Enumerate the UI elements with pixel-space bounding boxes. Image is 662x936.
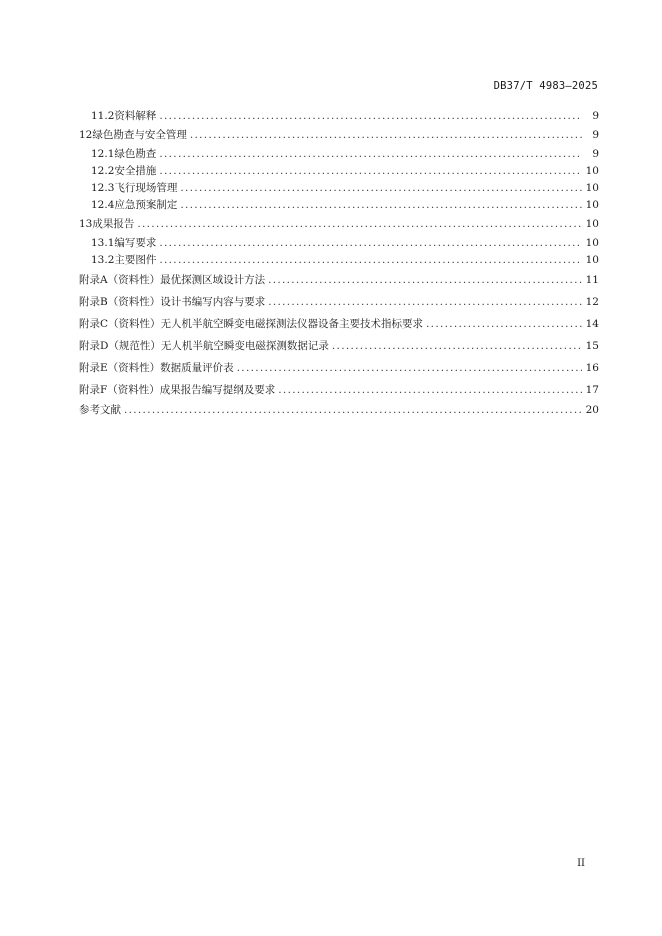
toc-entry-number: 13 [79, 218, 93, 230]
toc-entry-number: 12.2 [91, 165, 115, 177]
toc-leader-dots [332, 335, 582, 357]
toc-leader-dots [268, 291, 582, 313]
toc-appendix-entry[interactable] [79, 335, 599, 357]
toc-appendix-label: 附录F（资料性） [79, 384, 160, 396]
toc-appendix-entry[interactable] [79, 379, 599, 401]
toc-leader-dots [159, 235, 582, 252]
toc-entry[interactable] [79, 146, 599, 163]
toc-entry-title: 成果报告 [92, 218, 135, 230]
toc-entry-title: 成果报告编写提纲及要求 [159, 384, 276, 396]
page-number: II [577, 858, 585, 869]
toc-entry-page: 10 [585, 182, 599, 194]
toc-entry-page: 10 [585, 254, 599, 266]
table-of-contents [79, 108, 599, 420]
toc-entry[interactable] [79, 163, 599, 180]
toc-entry-page: 10 [585, 218, 599, 230]
toc-entry-title: 设计书编写内容与要求 [160, 296, 266, 308]
toc-leader-dots [180, 180, 582, 197]
toc-entry-title: 资料解释 [114, 110, 157, 122]
toc-entry-page: 14 [585, 318, 599, 330]
toc-entry-page: 17 [585, 384, 599, 396]
toc-entry-title: 数据质量评价表 [160, 362, 234, 374]
toc-entry-title: 绿色勘查与安全管理 [92, 129, 187, 141]
toc-entry-page: 20 [585, 404, 599, 416]
toc-entry-title: 参考文献 [79, 404, 121, 416]
toc-entry-number: 11.2 [91, 110, 115, 122]
toc-leader-dots [137, 214, 582, 235]
toc-leader-dots [190, 125, 582, 146]
toc-entry-page: 9 [592, 129, 599, 141]
toc-entry-title: 飞行现场管理 [114, 182, 178, 194]
toc-entry-title: 安全措施 [114, 165, 157, 177]
toc-appendix-entry[interactable] [79, 291, 599, 313]
toc-appendix-label: 附录E（资料性） [79, 362, 161, 374]
toc-entry-page: 12 [585, 296, 599, 308]
toc-entry-number: 13.1 [91, 237, 115, 249]
toc-appendix-label: 附录B（资料性） [79, 296, 161, 308]
toc-entry-title: 主要图件 [114, 254, 157, 266]
toc-leader-dots [124, 401, 582, 420]
toc-references-entry[interactable] [79, 401, 599, 420]
toc-entry-title: 编写要求 [114, 237, 157, 249]
toc-entry[interactable] [79, 125, 599, 146]
toc-leader-dots [237, 357, 582, 379]
toc-entry-number: 13.2 [91, 254, 115, 266]
toc-entry-title: 最优探测区域设计方法 [160, 274, 266, 286]
toc-entry-page: 11 [585, 274, 599, 286]
toc-appendix-label: 附录C（资料性） [79, 318, 161, 330]
toc-leader-dots [159, 163, 582, 180]
toc-entry-number: 12.1 [91, 148, 115, 160]
toc-entry-page: 16 [585, 362, 599, 374]
toc-entry[interactable] [79, 197, 599, 214]
toc-entry-page: 10 [585, 237, 599, 249]
toc-appendix-entry[interactable] [79, 357, 599, 379]
toc-entry-number: 12 [79, 129, 93, 141]
toc-leader-dots [268, 269, 582, 291]
toc-entry[interactable] [79, 108, 599, 125]
toc-entry-page: 10 [585, 165, 599, 177]
toc-entry[interactable] [79, 235, 599, 252]
document-id: DB37/T 4983—2025 [493, 80, 598, 92]
toc-entry-page: 9 [592, 110, 599, 122]
toc-leader-dots [159, 108, 582, 125]
toc-appendix-label: 附录A（资料性） [79, 274, 161, 286]
toc-entry-number: 12.4 [91, 199, 115, 211]
toc-leader-dots [426, 313, 582, 335]
toc-leader-dots [180, 197, 582, 214]
toc-entry[interactable] [79, 180, 599, 197]
toc-entry-title: 应急预案制定 [114, 199, 178, 211]
toc-leader-dots [278, 379, 582, 401]
toc-entry-page: 15 [585, 340, 599, 352]
toc-entry-title: 无人机半航空瞬变电磁探测数据记录 [160, 340, 329, 352]
toc-leader-dots [159, 252, 582, 269]
toc-entry-page: 9 [592, 148, 599, 160]
toc-entry-title: 绿色勘查 [114, 148, 157, 160]
toc-entry-title: 无人机半航空瞬变电磁探测法仪器设备主要技术指标要求 [160, 318, 424, 330]
toc-entry[interactable] [79, 214, 599, 235]
toc-appendix-entry[interactable] [79, 269, 599, 291]
toc-entry[interactable] [79, 252, 599, 269]
toc-entry-page: 10 [585, 199, 599, 211]
toc-entry-number: 12.3 [91, 182, 115, 194]
toc-appendix-label: 附录D（规范性） [79, 340, 161, 352]
toc-leader-dots [159, 146, 582, 163]
toc-appendix-entry[interactable] [79, 313, 599, 335]
